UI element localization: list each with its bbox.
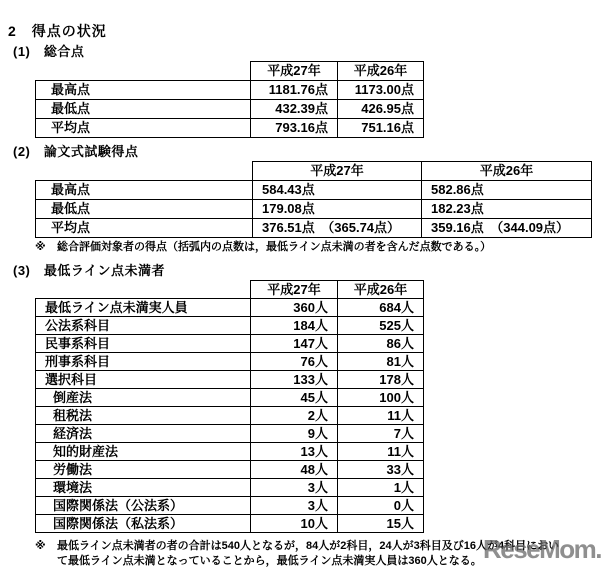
- row-value: 7人: [338, 425, 424, 443]
- table-row: [36, 81, 424, 100]
- row-value: 360人: [251, 299, 338, 317]
- row-label: 選択科目: [36, 371, 251, 389]
- row-value: 15人: [338, 515, 424, 533]
- note-marker: ※: [35, 241, 46, 253]
- row-value: 81人: [338, 353, 424, 371]
- table-row: [36, 200, 592, 219]
- note-marker: ※: [35, 540, 46, 552]
- header-row: [36, 281, 424, 299]
- row-value: 3人: [251, 479, 338, 497]
- row-label: 知的財産法: [36, 443, 251, 461]
- table-row: [36, 219, 592, 238]
- row-value: 3人: [251, 497, 338, 515]
- row-value: 147人: [251, 335, 338, 353]
- row-value: 584.43点: [253, 181, 422, 200]
- row-value: 48人: [251, 461, 338, 479]
- table-ronbun-shiken: [35, 161, 592, 238]
- table-row: [36, 119, 424, 138]
- row-value: 10人: [251, 515, 338, 533]
- col-header-h26: 平成26年: [422, 162, 592, 181]
- row-label: 最高点: [36, 81, 251, 100]
- header-blank-cell: [36, 162, 253, 181]
- row-value: 11人: [338, 443, 424, 461]
- table-row: [36, 461, 424, 479]
- header-blank-cell: [36, 281, 251, 299]
- row-label: 平均点: [36, 219, 253, 238]
- table-sougouten: [35, 61, 424, 138]
- note-ronbun: [35, 240, 603, 255]
- row-label: 最低ライン点未満実人員: [36, 299, 251, 317]
- row-label: 平均点: [36, 119, 251, 138]
- table-row: [36, 181, 592, 200]
- row-value: 1181.76点: [251, 81, 338, 100]
- table-row: [36, 443, 424, 461]
- row-value: 100人: [338, 389, 424, 407]
- row-label: 最低点: [36, 100, 251, 119]
- row-value: 359.16点 （344.09点）: [422, 219, 592, 238]
- page-title: 2 得点の状況: [8, 23, 107, 39]
- col-header-h26: 平成26年: [338, 281, 424, 299]
- row-value: 582.86点: [422, 181, 592, 200]
- section-heading-ronbun: (2) 論文式試験得点: [13, 144, 139, 159]
- header-row: [36, 62, 424, 81]
- table-row: [36, 389, 424, 407]
- row-label: 環境法: [36, 479, 251, 497]
- col-header-h27: 平成27年: [251, 62, 338, 81]
- row-value: 184人: [251, 317, 338, 335]
- row-label: 租税法: [36, 407, 251, 425]
- table-row: [36, 407, 424, 425]
- table-row: [36, 371, 424, 389]
- row-value: 376.51点 （365.74点）: [253, 219, 422, 238]
- row-label: 経済法: [36, 425, 251, 443]
- note-text: 総合評価対象者の得点（括弧内の点数は，最低ライン点未満の者を含んだ点数である。）: [57, 241, 492, 253]
- row-value: 525人: [338, 317, 424, 335]
- row-value: 133人: [251, 371, 338, 389]
- row-value: 9人: [251, 425, 338, 443]
- header-blank-cell: [36, 62, 251, 81]
- table-row: [36, 497, 424, 515]
- row-value: 0人: [338, 497, 424, 515]
- row-label: 倒産法: [36, 389, 251, 407]
- row-value: 2人: [251, 407, 338, 425]
- row-value: 86人: [338, 335, 424, 353]
- row-value: 11人: [338, 407, 424, 425]
- table-row: [36, 299, 424, 317]
- row-value: 793.16点: [251, 119, 338, 138]
- row-value: 179.08点: [253, 200, 422, 219]
- header-row: [36, 162, 592, 181]
- table-row: [36, 317, 424, 335]
- row-value: 182.23点: [422, 200, 592, 219]
- row-label: 公法系科目: [36, 317, 251, 335]
- section-heading-sougouten: (1) 総合点: [13, 44, 85, 59]
- col-header-h27: 平成27年: [253, 162, 422, 181]
- table-row: [36, 353, 424, 371]
- table-line-miman: [35, 280, 424, 533]
- row-value: 426.95点: [338, 100, 424, 119]
- row-value: 178人: [338, 371, 424, 389]
- note-text: 最低ライン点未満者の者の合計は540人となるが，84人が2科目，24人が3科目及び16人が4科目において最低ライン点未満となっていることから，最低ライン点未満実人員は360人となる。: [57, 540, 560, 567]
- row-label: 国際関係法（公法系）: [36, 497, 251, 515]
- row-value: 684人: [338, 299, 424, 317]
- table-row: [36, 335, 424, 353]
- table-row: [36, 515, 424, 533]
- row-value: 1173.00点: [338, 81, 424, 100]
- note-line-miman: [35, 539, 603, 569]
- row-value: 432.39点: [251, 100, 338, 119]
- row-label: 国際関係法（私法系）: [36, 515, 251, 533]
- section-heading-line: (3) 最低ライン点未満者: [13, 263, 165, 278]
- row-value: 76人: [251, 353, 338, 371]
- col-header-h27: 平成27年: [251, 281, 338, 299]
- row-label: 労働法: [36, 461, 251, 479]
- resemom-watermark-logo: ReseMom.: [482, 534, 601, 564]
- row-label: 最低点: [36, 200, 253, 219]
- row-label: 刑事系科目: [36, 353, 251, 371]
- col-header-h26: 平成26年: [338, 62, 424, 81]
- table-row: [36, 479, 424, 497]
- row-value: 45人: [251, 389, 338, 407]
- table-row: [36, 425, 424, 443]
- row-label: 最高点: [36, 181, 253, 200]
- row-value: 13人: [251, 443, 338, 461]
- row-value: 751.16点: [338, 119, 424, 138]
- row-value: 1人: [338, 479, 424, 497]
- table-row: [36, 100, 424, 119]
- row-value: 33人: [338, 461, 424, 479]
- row-label: 民事系科目: [36, 335, 251, 353]
